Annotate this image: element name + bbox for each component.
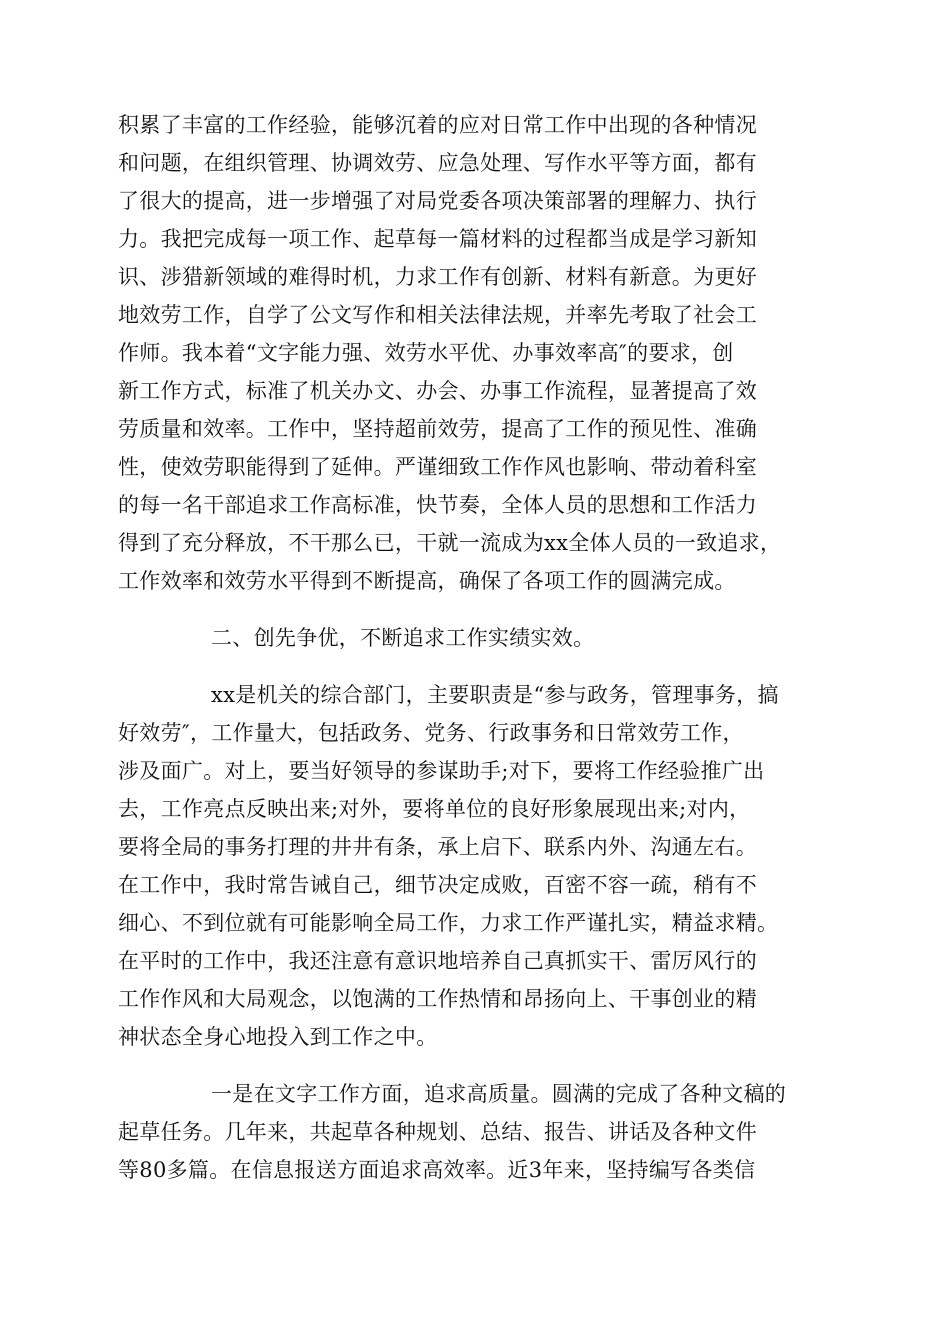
paragraph-1-line: 作师。我本着“文字能力强、效劳水平优、办事效率高″的要求，创 bbox=[118, 341, 734, 365]
paragraph-1-line: 了很大的提高，进一步增强了对局党委各项决策部署的理解力、执行 bbox=[118, 189, 757, 213]
paragraph-1-line: 的每一名干部追求工作高标准，快节奏，全体人员的思想和工作活力 bbox=[118, 493, 757, 517]
paragraph-2-line: 去，工作亮点反映出来;对外，要将单位的良好形象展现出来;对内， bbox=[118, 797, 751, 821]
paragraph-1-line: 地效劳工作，自学了公文写作和相关法律法规，并率先考取了社会工 bbox=[118, 303, 757, 327]
paragraph-1-line: 识、涉猎新领域的难得时机，力求工作有创新、材料有新意。为更好 bbox=[118, 265, 757, 289]
paragraph-2-line: 要将全局的事务打理的井井有条，承上启下、联系内外、沟通左右。 bbox=[118, 835, 757, 859]
section-heading: 二、创先争优，不断追求工作实绩实效。 bbox=[211, 626, 595, 650]
paragraph-3-line: 一是在文字工作方面，追求高质量。圆满的完成了各种文稿的 bbox=[211, 1082, 787, 1106]
paragraph-2-line: 在平时的工作中，我还注意有意识地培养自己真抓实干、雷厉风行的 bbox=[118, 949, 757, 973]
paragraph-1-line: 力。我把完成每一项工作、起草每一篇材料的过程都当成是学习新知 bbox=[118, 227, 757, 251]
paragraph-1-line: 性，使效劳职能得到了延伸。严谨细致工作作风也影响、带动着科室 bbox=[118, 455, 757, 479]
paragraph-1-line: 和问题，在组织管理、协调效劳、应急处理、写作水平等方面，都有 bbox=[118, 151, 757, 175]
paragraph-3-line: 等80多篇。在信息报送方面追求高效率。近3年来，坚持编写各类信 bbox=[118, 1158, 756, 1182]
paragraph-2-line: 涉及面广。对上，要当好领导的参谋助手;对下，要将工作经验推广出 bbox=[118, 759, 765, 783]
paragraph-3-line: 起草任务。几年来，共起草各种规划、总结、报告、讲话及各种文件 bbox=[118, 1120, 757, 1144]
paragraph-1-line: 积累了丰富的工作经验，能够沉着的应对日常工作中出现的各种情况 bbox=[118, 113, 757, 137]
paragraph-1-line: 新工作方式，标准了机关办文、办会、办事工作流程，显著提高了效 bbox=[118, 379, 757, 403]
paragraph-1-line: 工作效率和效劳水平得到不断提高，确保了各项工作的圆满完成。 bbox=[118, 569, 736, 593]
paragraph-2-line: 工作作风和大局观念，以饱满的工作热情和昂扬向上、干事创业的精 bbox=[118, 987, 757, 1011]
paragraph-2-line: xx是机关的综合部门，主要职责是“参与政务，管理事务，搞 bbox=[211, 683, 779, 707]
paragraph-2-line: 神状态全身心地投入到工作之中。 bbox=[118, 1025, 438, 1049]
paragraph-2-line: 在工作中，我时常告诫自己，细节决定成败，百密不容一疏，稍有不 bbox=[118, 873, 757, 897]
paragraph-2-line: 好效劳″，工作量大，包括政务、党务、行政事务和日常效劳工作， bbox=[118, 721, 744, 745]
paragraph-1-line: 得到了充分释放，不干那么已，干就一流成为xx全体人员的一致追求， bbox=[118, 531, 782, 555]
paragraph-2-line: 细心、不到位就有可能影响全局工作，力求工作严谨扎实，精益求精。 bbox=[118, 911, 779, 935]
paragraph-1-line: 劳质量和效率。工作中，坚持超前效劳，提高了工作的预见性、准确 bbox=[118, 417, 757, 441]
